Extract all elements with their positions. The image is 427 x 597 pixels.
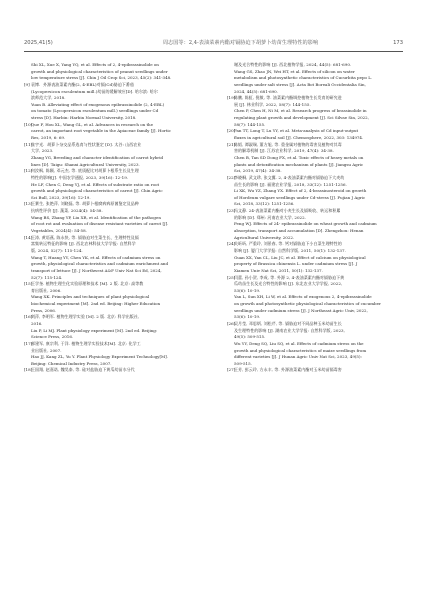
reference-line: 53(6): 10-19. — [234, 287, 261, 293]
reference-line: 闫蕾, 孙小贺, 李成, 等. 外源 2, 4-表油菜素内酯对镉胁迫下黄 — [234, 274, 345, 280]
reference-line: fluxes in agricultural soil [J]. Chemosphere, 2022, 303: 134974. — [234, 135, 364, 141]
reference-number: [19] — [227, 95, 236, 101]
reference-line: He LF, Chen C, Deng YJ, et al. Effects of substrate ratio on root — [31, 181, 160, 187]
reference-line: stress [D]. Harbin: Harbin Normal University, 2018. — [31, 115, 137, 121]
reference-line: lines [D]. Taigu: Shanxi Agricultural University, 2023. — [31, 161, 140, 167]
reference-line: 509-515. — [234, 360, 252, 366]
reference-entry — [227, 142, 403, 175]
reference-entry — [24, 201, 200, 234]
reference-entry — [24, 235, 200, 281]
reference-entry — [24, 341, 200, 368]
reference-line: Wu YY, Deng SQ, Liu SQ, et al. Effects of cadmium stress on the — [234, 340, 364, 346]
reference-line: Yan L, Sun XH, Li W, et al. Effects of exogenous 2, 4-epibrassinolide — [234, 294, 372, 300]
reference-line: Wang XK. Principles and techniques of plant physiological — [31, 294, 150, 300]
reference-line: 冯文静. 24-表油菜素内酯对小麦生长及镉吸收、转运和积累 — [234, 208, 341, 214]
reference-line: Sci, 2019, 47(4): 34-38. — [234, 168, 282, 174]
reference-line: 及生理特性的影响 [J]. 湖南农业大学学报: 自然科学版, 2023, — [234, 327, 345, 333]
reference-line: on tomato (Lycopersicon esculentum mill.) seedlings under Cd — [31, 108, 159, 114]
reference-line: (Lycopersicon esculentum mill.)幼苗的缓解效应[D]. 哈尔滨: 哈尔 — [31, 88, 158, 94]
reference-line: Science Press, 2016. — [31, 334, 74, 340]
reference-line: 王国翔, 赵嘉诺, 魏昊泰, 等. 硅对盐胁迫下黄瓜幼苗水分代 — [31, 367, 135, 373]
reference-line: growth and physiological characteristics of peanut seedlings under — [31, 68, 168, 74]
reference-line: Hao JJ, Kang ZL, Yu Y. Plant Physiology Experiment Technology[M]. — [31, 354, 168, 360]
reference-line: low temperature stress [J]. Chin J Oil Crop Sci, 2023, 45(2): 341-348. — [31, 75, 172, 81]
reference-line: 陈韬, 谭淑瑞, 董方旭, 等. 重金属对植物的毒害及植物对其毒 — [234, 141, 342, 147]
reference-number: [12] — [24, 168, 33, 174]
reference-number: [23] — [227, 208, 236, 214]
reference-line: of root rot and evaluation of disease resistant varieties of carrot [J]. — [31, 221, 169, 227]
reference-entry — [227, 62, 403, 95]
reference-line: 版, 2024, 52(7): 115-124. — [31, 247, 83, 253]
reference-number: [17] — [24, 340, 33, 346]
reference-line: growth and physiological characteristics of maize seedlings from — [234, 347, 367, 353]
journal-issue: 2025,41(5) — [24, 40, 53, 46]
reference-number: [10] — [24, 121, 33, 127]
reference-line: 苗生长的影响 [J]. 福建农业学报, 2018, 33(12): 1251-1256. — [234, 181, 347, 187]
page-number: 173 — [393, 40, 403, 46]
reference-line: 李晓桐, 武文珍, 张文翼. 2, 4-表油菜素内酯对镉胁迫下大麦幼 — [234, 174, 345, 180]
reference-number: [25] — [227, 274, 236, 280]
reference-line: transport of lettuce [J]. J Northwest A&F Univ Nat Sci Ed, 2024, — [31, 267, 162, 273]
reference-line: 何汝枫, 陈颖, 邓元杰, 等. 底质配比对胡萝卜根系生长及生理 — [31, 168, 139, 174]
reference-line: different varieties [J]. J Hunan Agric Univ Nat Sci, 2023, 49(5): — [234, 354, 362, 360]
reference-entry — [227, 241, 403, 274]
reference-line: 展 [J]. 林业科学, 2022, 58(7): 144-155. — [234, 101, 311, 107]
reference-number: [26] — [227, 320, 236, 326]
running-title: 周志国等：2,4-表油菜素内酯对镉胁迫下胡萝卜幼苗生理特性的影响 — [162, 40, 319, 46]
reference-line: 刘萍, 李明军. 植物生理学实验 [M]. 2 版. 北京: 科学出版社, — [31, 314, 140, 320]
reference-line: 育出版社, 2006. — [31, 287, 62, 293]
reference-number: [15] — [24, 281, 33, 287]
reference-line: absorption, transport and accumulation [D]. Zhengzhou: Henan — [234, 228, 364, 234]
reference-line: Shi XL, Xue X, Yang YQ, et al. Effects of 2, 4-epibrassinolide on — [31, 62, 159, 67]
reference-line: plants and detoxification mechanism of plants [J]. Jiangsu Agric — [234, 161, 364, 167]
reference-entry — [227, 367, 403, 374]
reference-line: Vegetables, 2024(4): 54-58. — [31, 228, 87, 234]
reference-line: 关昕昕, 严重玲, 刘景春, 等. 钙对镉胁迫下小白菜生理特性的 — [234, 241, 342, 247]
reference-entry — [24, 142, 200, 169]
reference-entry — [227, 175, 403, 208]
references-left-column — [24, 62, 200, 374]
reference-line: Beijing: Chemical Industry Press, 2007. — [31, 360, 112, 366]
reference-line: Zhang YG, Breeding and character identification of carrot hybrid — [31, 154, 164, 160]
reference-line: Wang T, Huang YY, Chen YK, et al. Effects of cadmium stress on — [31, 254, 161, 260]
reference-entry — [227, 275, 403, 321]
reference-line: 2016. — [31, 320, 43, 326]
reference-line: Feng WJ. Effects of 24- epibrassinolide on wheat growth and cadmium — [234, 221, 377, 227]
reference-number: [22] — [227, 174, 236, 180]
reference-number: [21] — [227, 141, 236, 147]
reference-line: 袁博．外源表油菜素内酯(2, 4-EBL)对镉(Cd)胁迫下番茄 — [31, 81, 134, 87]
reference-number: [9] — [24, 81, 30, 87]
reference-line: Chen B, Tan SD Dong FX, et al. Toxic effects of heavy metals on — [234, 154, 364, 160]
reference-line: Agricultural University, 2022. — [234, 234, 295, 240]
reference-line: 58(7): 144-155. — [234, 121, 266, 127]
reference-line: 53(6): 10-19. — [234, 314, 261, 320]
header-rule — [24, 51, 403, 52]
reference-line: 抗病性评价 [J]. 蔬菜, 2024(4): 54-58. — [31, 208, 103, 214]
reference-entry — [24, 62, 200, 82]
reference-line: of Hordeum vulgare seedlings under Cd-stress [J]. Fujian J Agric — [234, 194, 366, 200]
reference-line: Que F, Hou XL, Wang GL, et al. Advances in research on the — [31, 121, 154, 127]
reference-line: 吴月莹, 邓思炳, 刘松芹, 等. 镉胁迫对不同品种玉米幼苗生长 — [234, 320, 342, 326]
references-right-column — [227, 62, 403, 374]
reference-line: seedlings under salt stress [J]. Acta Bot Boreali Occidentalia Sin, — [234, 81, 366, 87]
reference-line: Press, 2006. — [31, 307, 57, 313]
reference-number: [18] — [24, 367, 33, 373]
reference-line: 张宇光．胡萝卜杂交品系选育与性状鉴定 [D]. 太谷: 山西农业 — [31, 141, 142, 147]
reference-line: 谢及光合特性的影响 [J]. 西北植物学报, 2024, 44(5): 681-690. — [234, 62, 352, 67]
reference-line: growth, physiological characteristics and cadmium enrichment and — [31, 261, 169, 267]
reference-line: 王学奎. 植物生理生化实验原理和技术 [M]. 2 版. 北京: 高等教 — [31, 281, 144, 287]
reference-line: 郝建军, 康宗利, 于洋. 植物生理学实验技术[M]. 北京: 化学工 — [31, 340, 141, 346]
reference-line: Liu P, Li MJ. Plant physiology experiment [M]. 2nd ed. Beijing: — [31, 327, 158, 333]
reference-line: 滨师范大学, 2018. — [31, 95, 66, 101]
reference-line: Li XK, Wu YZ, Zhang YX. Effect of 2, 4-brassinosteroid on growth — [234, 188, 367, 194]
reference-entry — [227, 128, 403, 141]
reference-line: Sci Bull, 2023, 39(16): 12-19. — [31, 194, 91, 200]
reference-line: 大学, 2023. — [31, 148, 54, 154]
reference-number: [20] — [227, 128, 236, 134]
reference-line: Sci, 2018, 33(12): 1251-1256. — [234, 201, 295, 207]
reference-entry — [24, 168, 200, 201]
reference-line: 害的解毒机制 [J]. 江苏农业科学, 2019, 47(4): 34-38. — [234, 148, 334, 154]
reference-line: property of Brassica chinensis L. under cadmium stress [J]. J — [234, 261, 358, 267]
reference-line: 瓜幼苗生长及光合特性的影响 [J]. 东北农业大学学报, 2022, — [234, 281, 343, 287]
reference-line: seedlings under cadmium stress [J]. J Northeast Agric Univ, 2022, — [234, 307, 368, 313]
reference-line: 业出版社, 2007. — [31, 347, 62, 353]
reference-line: regulating plant growth and development [J]. Sci Silvae Sin, 2022, — [234, 115, 369, 121]
reference-line: 王涛, 黄语燕, 陈永快, 等. 镉胁迫对生菜生长、生理特性及镉 — [31, 234, 139, 240]
reference-line: Wang GS, Zhao JN, Wei HT, et al. Effects of silicon on water — [234, 68, 355, 74]
reference-number: [13] — [24, 201, 33, 207]
reference-line: Chen P, Chen H, Ni M, et al. Research progress of brassinolide in — [234, 108, 367, 114]
reference-entry — [227, 321, 403, 367]
reference-entry — [227, 95, 403, 128]
reference-number: [14] — [24, 234, 33, 240]
reference-line: Res, 2019, 6: 69. — [31, 135, 66, 141]
reference-line: on growth and photosynthetic physiological characteristics of cucumber — [234, 301, 381, 307]
reference-line: 王赛生, 张艳萍, 刘晓磊, 等. 胡萝卜根腐病病原菌鉴定及品种 — [31, 201, 139, 207]
reference-line: 陈鹏, 陈虹, 倪敏, 等. 油菜素内酯调控植物生长发育的研究进 — [234, 95, 342, 101]
reference-line: Guan XX, Yan CL, Liu JC, et al. Effect of calcium on physiological — [234, 254, 366, 260]
reference-entry — [24, 314, 200, 341]
reference-entry — [24, 367, 200, 374]
reference-line: Wang BS, Zhang YP, Liu XR, et al. Identification of the pathogen — [31, 214, 161, 220]
reference-number: [24] — [227, 241, 236, 247]
reference-line: Xiamen Univ Nat Sci, 2011, 50(1): 132-137. — [234, 267, 323, 273]
reference-number: [27] — [227, 367, 236, 373]
reference-line: 影响 [J]. 厦门大学学报: 自然科学版, 2011, 50(1): 132-137. — [234, 247, 346, 253]
reference-entry — [24, 82, 200, 122]
reference-line: 的影响 [D]. 郑州: 河南农业大学, 2022. — [234, 214, 307, 220]
reference-line: 富集转运特征的影响 [J]. 西北农林科技大学学报: 自然科学 — [31, 241, 136, 247]
reference-line: 49(5): 509-515. — [234, 334, 266, 340]
reference-line: Yuan B. Alleviating effect of exogenous epibrassinolide (2, 4-EBL) — [31, 101, 165, 107]
reference-line: 王芳, 彭云玲, 方永丰, 等. 外源油菜素内酯对玉米幼苗镉毒害 — [234, 367, 342, 373]
reference-number: [11] — [24, 141, 33, 147]
reference-line: growth and physiological characteristics of carrot [J]. Chin Agric — [31, 188, 163, 194]
reference-line: biochemical experiment [M]. 2nd ed. Beijing: Higher Education — [31, 301, 161, 307]
reference-line: carrot, an important root vegetable in the Apiaceae family [J]. Hortic — [31, 128, 171, 134]
reference-entry — [227, 208, 403, 241]
reference-line: 2024, 44(5): 681-690. — [234, 88, 278, 94]
reference-entry — [24, 281, 200, 314]
reference-number: [16] — [24, 314, 33, 320]
reference-entry — [24, 122, 200, 142]
reference-line: metabolism and photosynthetic characteristics of Cucurbita pepo L. — [234, 75, 373, 81]
reference-line: 52(7): 115-124. — [31, 274, 63, 280]
reference-line: 特性的影响[J]. 中国农学通报, 2023, 39(16): 12-19. — [31, 174, 129, 180]
reference-line: Fan TT, Long T, Lu YY, et al. Meta-analysis of Cd input-output — [234, 128, 359, 134]
